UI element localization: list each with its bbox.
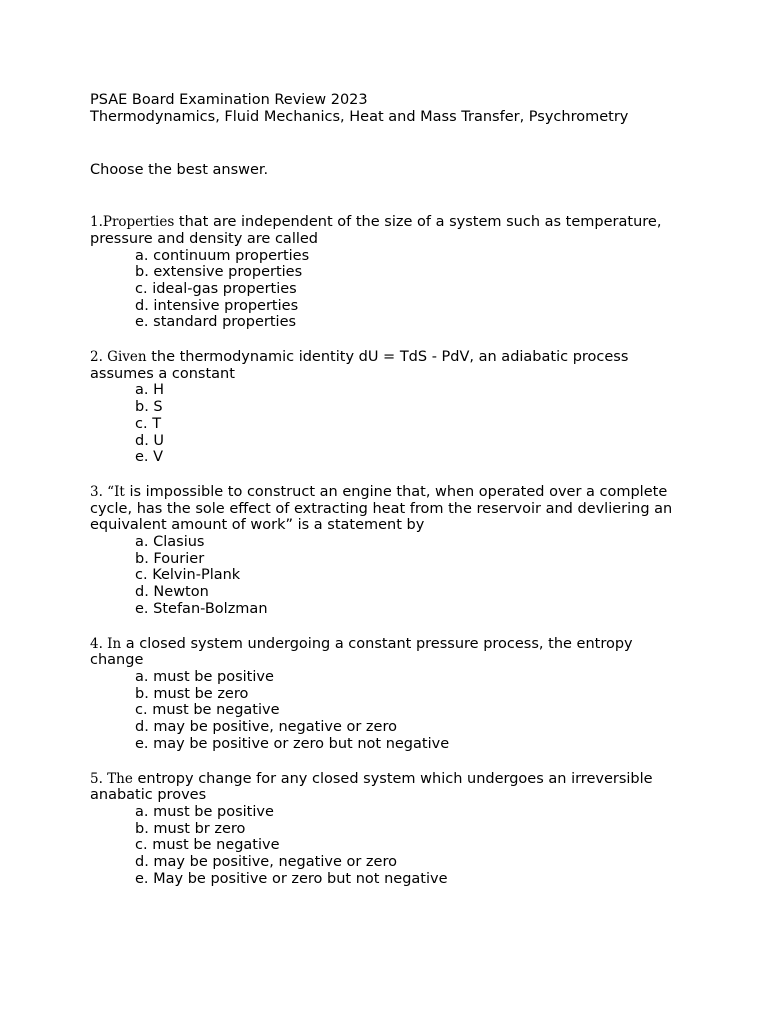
question-stem	[90, 214, 690, 247]
question-text: that are independent of the size of a system such as temperature, pressure and density are called	[90, 214, 662, 247]
document-header	[90, 92, 690, 125]
answer-option-b: b. must br zero	[135, 820, 246, 837]
answer-options	[90, 382, 690, 466]
answer-option-e: e. Stefan-Bolzman	[135, 600, 268, 617]
question-5	[90, 771, 690, 888]
answer-option-a: a. must be positive	[135, 668, 274, 685]
document-page	[90, 92, 690, 887]
answer-option-e: e. V	[135, 449, 164, 466]
question-stem	[90, 484, 690, 534]
question-text: entropy change for any closed system which undergoes an irreversible anabatic proves	[90, 770, 653, 804]
question-3	[90, 484, 690, 618]
answer-option-c: c. Kelvin-Plank	[135, 567, 241, 584]
question-lead: 1.Properties	[90, 214, 175, 231]
answer-options	[90, 804, 690, 888]
question-stem	[90, 636, 690, 669]
instruction-text: Choose the best answer.	[90, 162, 269, 179]
answer-option-c: c. T	[135, 415, 162, 432]
answer-options	[90, 669, 690, 753]
question-stem	[90, 771, 690, 804]
answer-option-a: a. must be positive	[135, 803, 274, 820]
answer-option-e: e. standard properties	[135, 314, 297, 331]
answer-option-a: a. continuum properties	[135, 247, 310, 264]
question-lead: 4. In	[90, 635, 122, 652]
document-title: PSAE Board Examination Review 2023	[90, 92, 368, 108]
question-lead: 3. “It	[90, 483, 125, 500]
question-4	[90, 636, 690, 753]
document-subtitle: Thermodynamics, Fluid Mechanics, Heat and Mass Transfer, Psychrometry	[90, 108, 629, 125]
answer-option-d: d. U	[135, 432, 165, 449]
answer-option-a: a. Clasius	[135, 534, 205, 551]
question-lead: 5. The	[90, 770, 133, 787]
question-text: a closed system undergoing a constant pressure process, the entropy change	[90, 635, 633, 669]
answer-option-d: d. may be positive, negative or zero	[135, 719, 397, 736]
question-text: the thermodynamic identity dU = TdS - PdV, an adiabatic process assumes a constant	[90, 349, 629, 382]
answer-option-c: c. must be negative	[135, 702, 280, 719]
answer-options	[90, 248, 690, 332]
answer-option-d: d. may be positive, negative or zero	[135, 854, 397, 871]
answer-option-b: b. Fourier	[135, 550, 205, 567]
answer-option-e: e. may be positive or zero but not negative	[135, 735, 450, 752]
question-lead: 2. Given	[90, 349, 147, 366]
question-1	[90, 214, 690, 331]
answer-option-b: b. extensive properties	[135, 264, 303, 281]
question-text: is impossible to construct an engine that, when operated over a complete cycle, has the sole effect of extracting heat from the reservoir and devliering an equivalent amount of work” is a statement by	[90, 483, 673, 534]
answer-option-c: c. must be negative	[135, 837, 280, 854]
answer-option-c: c. ideal-gas properties	[135, 280, 297, 297]
answer-option-e: e. May be positive or zero but not negative	[135, 870, 448, 887]
answer-option-a: a. H	[135, 382, 165, 399]
answer-option-b: b. must be zero	[135, 685, 249, 702]
answer-option-b: b. S	[135, 399, 163, 416]
answer-option-d: d. intensive properties	[135, 297, 299, 314]
answer-option-d: d. Newton	[135, 584, 209, 601]
answer-options	[90, 534, 690, 618]
question-stem	[90, 349, 690, 382]
question-2	[90, 349, 690, 466]
